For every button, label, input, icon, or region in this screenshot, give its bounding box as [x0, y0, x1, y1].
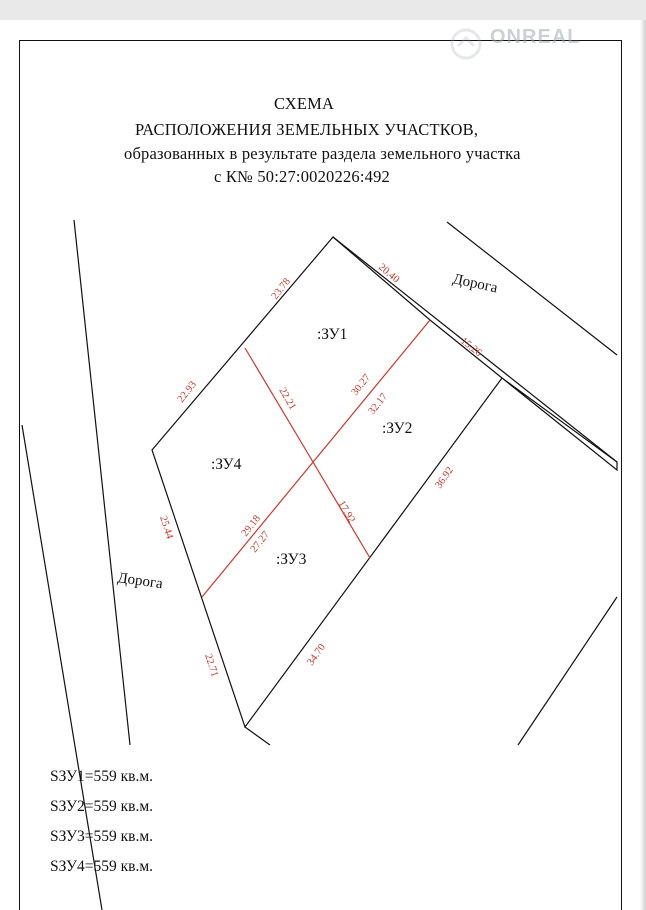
- road-left-outer-line: [74, 220, 130, 745]
- road-label-right: Дорога: [451, 271, 500, 297]
- plot-label-zu1: :ЗУ1: [317, 326, 348, 343]
- dim-inner-zu2-zu4: 32.17: [366, 391, 390, 417]
- area-zu1: SЗУ1=559 кв.м.: [50, 768, 153, 785]
- title-line-1: СХЕМА: [274, 94, 335, 113]
- area-zu2: SЗУ2=559 кв.м.: [50, 798, 153, 815]
- dim-bottom-edge: 34.70: [305, 642, 329, 668]
- dim-inner-zu3-zu4-b: 27.27: [248, 529, 272, 555]
- area-zu3: SЗУ3=559 кв.м.: [50, 828, 153, 845]
- plot-label-zu3: :ЗУ3: [276, 551, 307, 568]
- parcel-boundary: [152, 237, 617, 727]
- title-line-2: РАСПОЛОЖЕНИЯ ЗЕМЕЛЬНЫХ УЧАСТКОВ,: [135, 120, 479, 139]
- division-line-zu1-zu4: [245, 348, 313, 462]
- dim-inner-zu1-zu4: 22.21: [276, 386, 298, 412]
- area-zu4: SЗУ4=559 кв.м.: [50, 858, 153, 875]
- title-line-4: с К№ 50:27:0020226:492: [214, 167, 390, 186]
- dim-left-lower-edge: 25.44: [157, 514, 175, 541]
- plot-label-zu2: :ЗУ2: [382, 420, 413, 437]
- road-label-left: Дорога: [116, 570, 164, 593]
- dim-inner-zu2-zu3: 17.92: [335, 499, 357, 525]
- dim-left-bottom-edge: 22.71: [202, 652, 220, 679]
- parcel-bottom-tail: [245, 727, 270, 745]
- dim-inner-zu3-zu4-a: 29.18: [239, 513, 263, 539]
- road-right-inner-line: [518, 597, 617, 745]
- dim-top-right-edge: 20.40: [376, 261, 402, 286]
- title-line-3: образованных в результате раздела земельного участка: [124, 144, 521, 163]
- dim-top-left-edge: 23.78: [269, 276, 293, 302]
- watermark-text: ONREAL: [490, 26, 581, 48]
- dim-right-lower-edge: 36.92: [433, 465, 457, 491]
- dim-left-upper-edge: 22.93: [175, 379, 199, 405]
- dim-right-upper-edge: 15.26: [458, 335, 484, 359]
- plot-label-zu4: :ЗУ4: [211, 456, 242, 473]
- dim-inner-zu1-zu2: 30.27: [349, 372, 373, 398]
